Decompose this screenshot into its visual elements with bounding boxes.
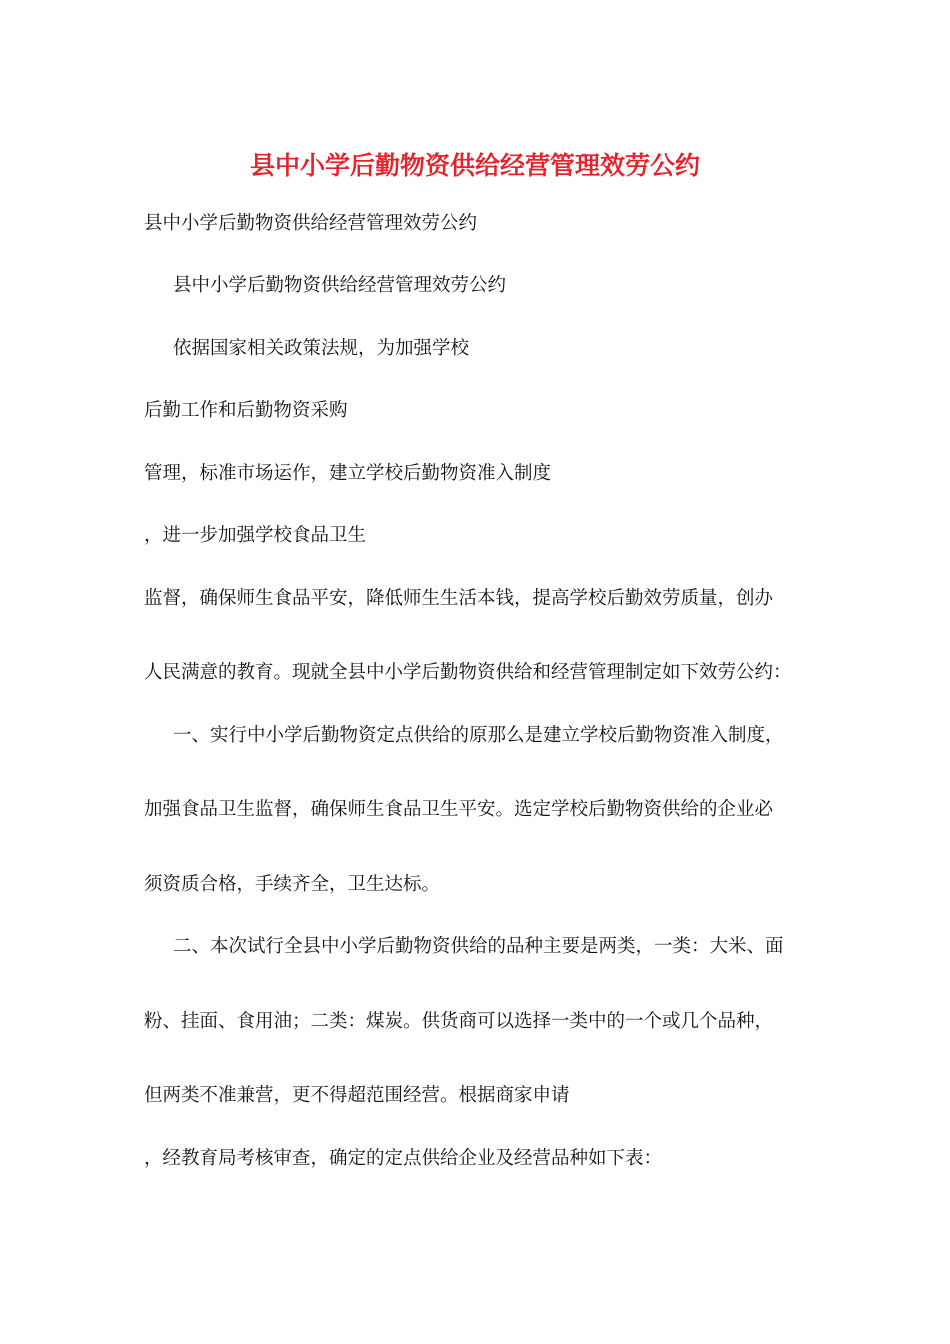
text-line-14: 但两类不准兼营，更不得超范围经营。根据商家申请: [144, 1085, 570, 1106]
text-line-5: 管理，标准市场运作，建立学校后勤物资准入制度: [144, 463, 552, 484]
text-line-13: 粉、挂面、食用油；二类：煤炭。供货商可以选择一类中的一个或几个品种，: [144, 1011, 774, 1032]
text-line-4: 后勤工作和后勤物资采购: [144, 400, 348, 421]
text-line-2: 县中小学后勤物资供给经营管理效劳公约: [173, 275, 507, 296]
text-line-15: ，经教育局考核审查，确定的定点供给企业及经营品种如下表：: [144, 1148, 663, 1169]
text-line-6: ，进一步加强学校食品卫生: [144, 525, 367, 546]
text-line-3: 依据国家相关政策法规，为加强学校: [173, 338, 470, 359]
text-line-11: 须资质合格，手续齐全，卫生达标。: [144, 874, 441, 895]
text-line-8: 人民满意的教育。现就全县中小学后勤物资供给和经营管理制定如下效劳公约：: [144, 662, 792, 683]
text-line-9: 一、实行中小学后勤物资定点供给的原那么是建立学校后勤物资准入制度，: [173, 725, 784, 746]
text-line-7: 监督，确保师生食品平安，降低师生生活本钱，提高学校后勤效劳质量，创办: [144, 588, 774, 609]
text-line-10: 加强食品卫生监督，确保师生食品卫生平安。选定学校后勤物资供给的企业必: [144, 799, 774, 820]
document-title: 县中小学后勤物资供给经营管理效劳公约: [249, 151, 700, 180]
text-line-1: 县中小学后勤物资供给经营管理效劳公约: [144, 213, 478, 234]
text-line-12: 二、本次试行全县中小学后勤物资供给的品种主要是两类，一类：大米、面: [173, 936, 784, 957]
